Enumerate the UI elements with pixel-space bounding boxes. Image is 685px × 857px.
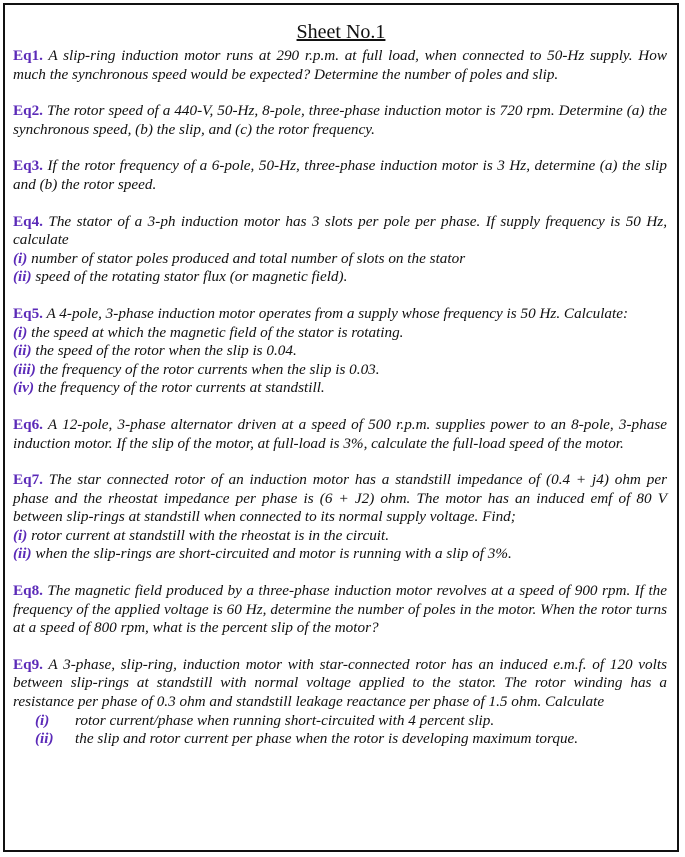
sub-item bbox=[13, 712, 667, 731]
question-number: Eq1. bbox=[13, 47, 43, 64]
sub-item-label: (iv) bbox=[13, 379, 35, 397]
sub-item bbox=[13, 361, 667, 380]
question-number: Eq8. bbox=[13, 582, 43, 600]
sub-item bbox=[13, 324, 667, 343]
sub-item-label: (i) bbox=[13, 249, 28, 267]
sub-item-label: (i) bbox=[13, 526, 28, 544]
question-number: Eq9. bbox=[13, 655, 43, 673]
sub-item bbox=[13, 250, 667, 269]
question-number: Eq4. bbox=[13, 212, 43, 230]
question-text: The magnetic field produced by a three-phase induction motor revolves at a speed of 900 rpm. If the frequency of the applied voltage is 60 Hz, determine the number of poles in the motor. When the rotor turns at a speed of 800 rpm, what is the percent slip of the motor? bbox=[13, 582, 667, 637]
sheet bbox=[3, 3, 679, 852]
question-eq5 bbox=[5, 305, 677, 398]
sub-item-label: (i) bbox=[35, 711, 50, 729]
sub-item-label: (ii) bbox=[35, 730, 54, 748]
sub-item-text: the slip and rotor current per phase when the rotor is developing maximum torque. bbox=[75, 730, 579, 748]
question-eq4 bbox=[5, 213, 677, 287]
question-eq3 bbox=[5, 157, 677, 194]
question-text: A slip-ring induction motor runs at 290 r.p.m. at full load, when connected to 50-Hz supply. How much the synchronous speed would be expected? Determine the number of poles and slip. bbox=[13, 47, 667, 83]
question-number: Eq3. bbox=[13, 157, 43, 175]
sub-item-label: (iii) bbox=[13, 360, 36, 378]
question-eq2 bbox=[5, 102, 677, 139]
question-text: The star connected rotor of an induction motor has a standstill impedance of (0.4 + j4) ohm per phase and the rheostat impedance per phase is (6 + J2) ohm. The motor has an induced emf of 80 V between slip-rings at standstill when connected to its normal supply voltage. Find; bbox=[13, 471, 667, 526]
sub-item-text: the speed of the rotor when the slip is 0.04. bbox=[31, 342, 297, 360]
sheet-title: Sheet No.1 bbox=[296, 21, 386, 43]
question-number: Eq6. bbox=[13, 415, 43, 433]
question-number: Eq7. bbox=[13, 471, 43, 489]
sub-item-label: (ii) bbox=[13, 545, 32, 563]
question-eq6 bbox=[5, 416, 677, 453]
sub-item-text: speed of the rotating stator flux (or magnetic field). bbox=[31, 268, 348, 286]
sub-item bbox=[13, 268, 667, 287]
sub-item bbox=[13, 527, 667, 546]
question-text: The stator of a 3-ph induction motor has 3 slots per pole per phase. If supply frequency is 50 Hz, calculate bbox=[13, 212, 667, 249]
question-number: Eq2. bbox=[13, 102, 43, 120]
sub-item bbox=[13, 730, 667, 749]
sub-item-label: (ii) bbox=[13, 342, 32, 360]
question-number: Eq5. bbox=[13, 304, 43, 322]
question-eq9 bbox=[5, 656, 677, 749]
sub-item-label: (i) bbox=[13, 323, 28, 341]
sub-item-label: (ii) bbox=[13, 268, 32, 286]
question-eq8 bbox=[5, 582, 677, 638]
sub-item-text: the speed at which the magnetic field of the stator is rotating. bbox=[27, 323, 404, 341]
question-text: A 4-pole, 3-phase induction motor operates from a supply whose frequency is 50 Hz. Calculate: bbox=[42, 304, 629, 322]
question-text: If the rotor frequency of a 6-pole, 50-Hz, three-phase induction motor is 3 Hz, determine (a) the slip and (b) the rotor speed. bbox=[13, 157, 667, 193]
question-text: The rotor speed of a 440-V, 50-Hz, 8-pole, three-phase induction motor is 720 rpm. Determine (a) the synchronous speed, (b) the slip, and (c) the rotor frequency. bbox=[13, 102, 667, 138]
question-text: A 12-pole, 3-phase alternator driven at a speed of 500 r.p.m. supplies power to an 8-pole, 3-phase induction motor. If the slip of the motor, at full-load is 3%, calculate the full-load speed of the motor. bbox=[13, 415, 667, 452]
question-eq7 bbox=[5, 471, 677, 564]
question-eq1 bbox=[5, 47, 677, 84]
question-text: A 3-phase, slip-ring, induction motor with star-connected rotor has an induced e.m.f. of 120 volts between slip-rings at standstill with normal voltage applied to the stator. The rotor winding has a resistance per phase of 0.3 ohm and standstill leakage reactance per phase of 1.5 ohm. Calculate bbox=[13, 655, 667, 711]
sub-item bbox=[13, 379, 667, 398]
sub-item-text: the frequency of the rotor currents when the slip is 0.03. bbox=[35, 360, 380, 378]
sub-item-text: the frequency of the rotor currents at standstill. bbox=[34, 379, 325, 397]
sub-item-text: rotor current/phase when running short-circuited with 4 percent slip. bbox=[75, 711, 495, 729]
sub-item-text: when the slip-rings are short-circuited and motor is running with a slip of 3%. bbox=[31, 545, 512, 563]
sub-item-text: number of stator poles produced and total number of slots on the stator bbox=[27, 249, 466, 267]
sub-item-text: rotor current at standstill with the rheostat is in the circuit. bbox=[27, 526, 390, 544]
sub-item bbox=[13, 342, 667, 361]
sub-item bbox=[13, 545, 667, 564]
